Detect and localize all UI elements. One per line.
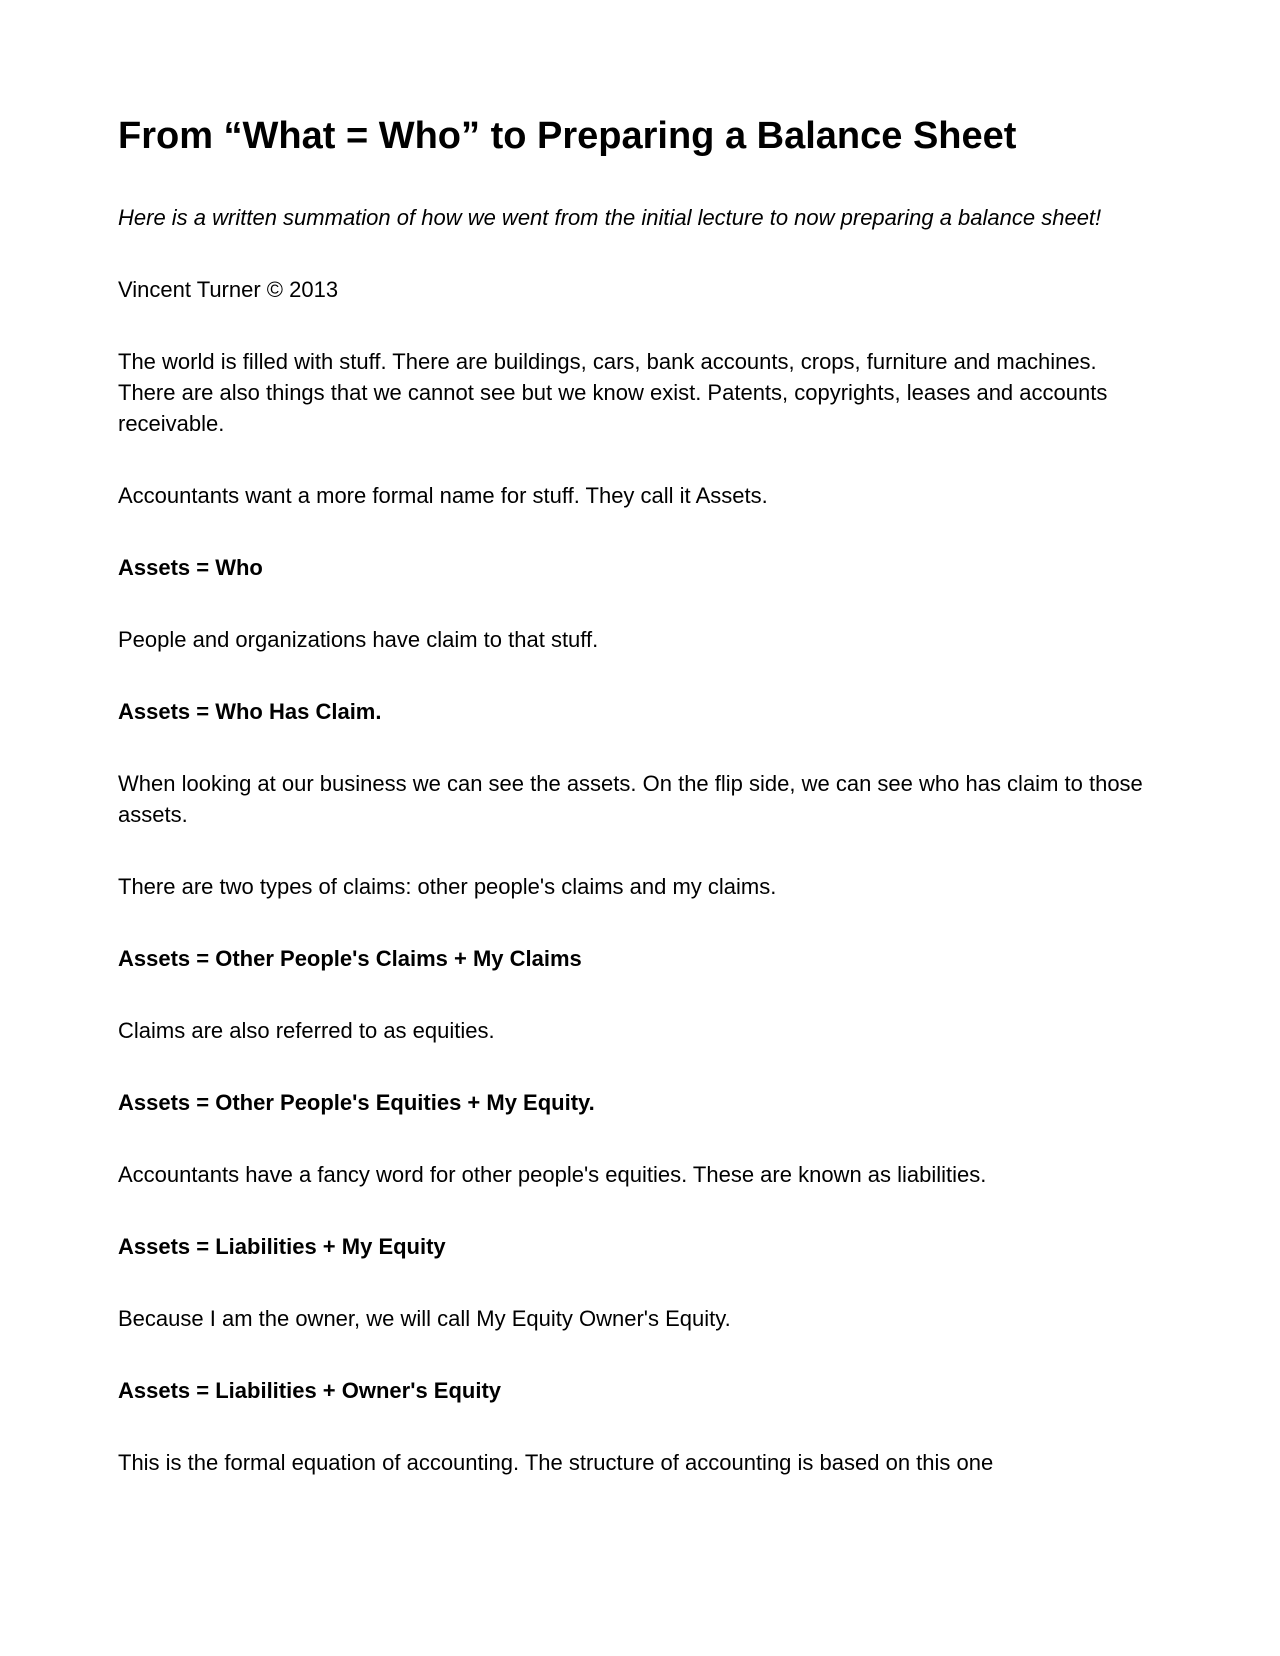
- paragraph-flip-side: When looking at our business we can see the assets. On the flip side, we can see who has claim to those assets.: [118, 771, 1143, 827]
- paragraph-liabilities: Accountants have a fancy word for other people's equities. These are known as liabilities.: [118, 1162, 987, 1187]
- document-title: From “What = Who” to Preparing a Balance Sheet: [118, 115, 1017, 157]
- document-page: [118, 112, 1158, 1519]
- equation-liabilities-my-equity: Assets = Liabilities + My Equity: [118, 1234, 446, 1259]
- equation-claims: Assets = Other People's Claims + My Claims: [118, 946, 582, 971]
- document-subtitle: Here is a written summation of how we went from the initial lecture to now preparing a balance sheet!: [118, 205, 1102, 230]
- paragraph-two-claims: There are two types of claims: other people's claims and my claims.: [118, 874, 777, 899]
- equation-equities: Assets = Other People's Equities + My Equity.: [118, 1090, 595, 1115]
- paragraph-assets-name: Accountants want a more formal name for stuff. They call it Assets.: [118, 483, 768, 508]
- equation-who-has-claim: Assets = Who Has Claim.: [118, 699, 382, 724]
- equation-owners-equity: Assets = Liabilities + Owner's Equity: [118, 1378, 502, 1403]
- paragraph-formal-equation: This is the formal equation of accounting. The structure of accounting is based on this one: [118, 1450, 994, 1475]
- paragraph-equities: Claims are also referred to as equities.: [118, 1018, 495, 1043]
- document-body: [118, 346, 1158, 1478]
- paragraph-claim: People and organizations have claim to that stuff.: [118, 627, 599, 652]
- paragraph-owner: Because I am the owner, we will call My Equity Owner's Equity.: [118, 1306, 731, 1331]
- paragraph-stuff: The world is filled with stuff. There are buildings, cars, bank accounts, crops, furniture and machines. There are also things that we cannot see but we know exist. Patents, copyrights, leases and accounts receivable.: [118, 349, 1108, 436]
- author-line: Vincent Turner © 2013: [118, 277, 339, 302]
- equation-assets-who: Assets = Who: [118, 555, 263, 580]
